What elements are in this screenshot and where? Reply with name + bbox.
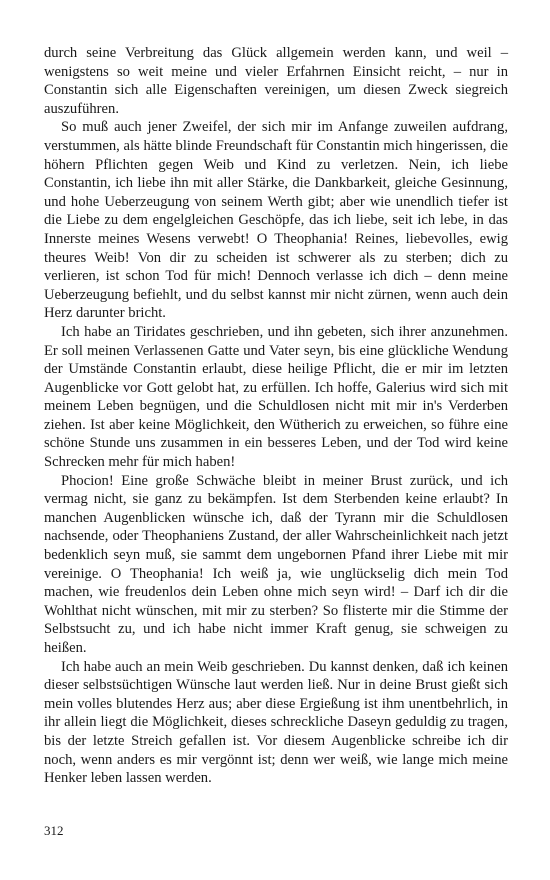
paragraph-2: So muß auch jener Zweifel, der sich mir im Anfange zuweilen aufdrang, verstummen, als hätte blinde Freundschaft für Constantin mich hingerissen, die höhern Pflichten gegen Weib und Kind zu verletzen. Nein, ich liebe Constantin, ich liebe ihn mit aller Stärke, die Dankbarkeit, gleiche Gesinnung, und hohe Ueberzeugung von seinem Werth gibt; aber wie unendlich tiefer ist die Liebe zu dem engelgleichen Geschöpfe, das ich liebe, seit ich lebe, in das Innerste meines Wesens verwebt! O Theophania! Reines, liebevolles, ewig theures Weib! Von dir zu scheiden ist schwerer als zu sterben; dich zu verlieren, ist schon Tod für mich! Dennoch verlasse ich dich – denn meine Ueberzeugung befiehlt, und du selbst kannst mir nicht zürnen, wenn auch dein Herz darunter bricht. bbox=[44, 119, 508, 322]
paragraph-4: Phocion! Eine große Schwäche bleibt in meiner Brust zurück, und ich vermag nicht, sie ganz zu bekämpfen. Ist dem Sterbenden keine erlaubt? In manchen Augenblicken wünsche ich, daß der Tyrann mir die Schuldlosen nachsende, oder Theophaniens Zustand, der aller Wahrscheinlichkeit nach jetzt bedenklich seyn muß, sie sammt dem ungebornen Pfand ihrer Liebe mit mir vereinige. O Theophania! Ich weiß ja, wie unglückselig dich mein Tod machen, wie freudenlos dein Leben ohne mich seyn wird! – Darf ich dir die Wohlthat nicht wünschen, mit mir zu sterben? So flisterte mir die Stimme der Selbstsucht zu, und ich habe nicht immer Kraft genug, sie schweigen zu heißen. bbox=[44, 472, 508, 656]
paragraph-1: durch seine Verbreitung das Glück allgemein werden kann, und weil – wenigstens so weit meine und vieler Erfahrnen Einsicht reicht, – nur in Constantin sich alle Eigenschaften vereinigen, um diesen Zweck siegreich auszuführen. bbox=[44, 45, 508, 117]
paragraph-5: Ich habe auch an mein Weib geschrieben. Du kannst denken, daß ich keinen dieser selbstsüchtigen Wünsche laut werden ließ. Nur in deine Brust gießt sich mein volles blutendes Herz aus; aber diese Ergießung ist ihm unentbehrlich, in ihr allein liegt die Möglichkeit, dieses schreckliche Daseyn geduldig zu tragen, bis der letzte Streich gefallen ist. Vor diesem Augenblicke schreibe ich dir noch, wenn anders es mir vergönnt ist; denn wer weiß, wie lange mich meine Henker leben lassen werden. bbox=[44, 658, 508, 787]
page-body bbox=[44, 44, 508, 788]
paragraph-3: Ich habe an Tiridates geschrieben, und ihn gebeten, sich ihrer anzunehmen. Er soll meinen Verlassenen Gatte und Vater seyn, bis eine glückliche Wendung der Umstände Constantin erlaubt, diese heilige Pflicht, die er mir im letzten Augenblicke vor Gott gelobt hat, zu erfüllen. Ich hoffe, Galerius wird sich mit meinem Leben begnügen, und die Schuldlosen nicht mit mir in's Verderben ziehen. Ist aber keine Möglichkeit, den Wütherich zu erweichen, so führe eine schöne Stunde uns zusammen in ein besseres Leben, und der Tod wird keine Schrecken mehr für mich haben! bbox=[44, 323, 508, 471]
page-number: 312 bbox=[44, 823, 64, 838]
